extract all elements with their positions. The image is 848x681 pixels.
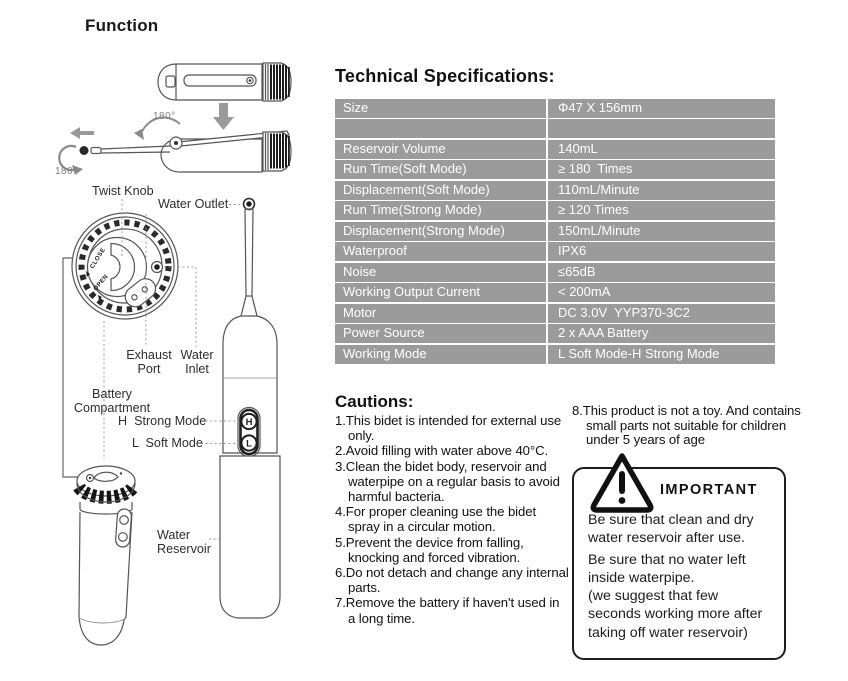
side-clip-shape bbox=[115, 509, 132, 548]
twist-knob-label: Twist Knob bbox=[92, 184, 154, 198]
left-arrow-icon bbox=[70, 127, 94, 139]
page-title: Function bbox=[85, 16, 159, 35]
l-button-label: L bbox=[246, 438, 252, 450]
caution-item: 1.This bidet is intended for external use only. bbox=[335, 413, 562, 444]
spec-value: DC 3.0V YYP370-3C2 bbox=[548, 304, 775, 323]
battery-compartment-label: Battery Compartment bbox=[73, 387, 151, 415]
important-text bbox=[588, 511, 774, 642]
water-inlet-label: Water Inlet bbox=[180, 348, 214, 376]
spec-value: 150mL/Minute bbox=[548, 222, 775, 241]
battery-device-illustration bbox=[77, 466, 135, 645]
spec-label: Run Time(Strong Mode) bbox=[335, 201, 546, 220]
spec-value: ≥ 180 Times bbox=[548, 160, 775, 179]
soft-mode-label: L Soft Mode bbox=[132, 436, 203, 450]
spec-label: Waterproof bbox=[335, 242, 546, 261]
spec-value: IPX6 bbox=[548, 242, 775, 261]
spec-value: L Soft Mode-H Strong Mode bbox=[548, 345, 775, 364]
folded-device-illustration bbox=[158, 63, 291, 101]
rotate-180-top-label: 180° bbox=[153, 111, 176, 122]
water-reservoir-label: Water Reservoir bbox=[157, 528, 211, 556]
caution-item: 8.This product is not a toy. And contains small parts not suitable for children under 5 years of age bbox=[572, 403, 801, 448]
spec-value: 140mL bbox=[548, 140, 775, 159]
dial-open-label: OPEN bbox=[92, 273, 110, 293]
device-diagram bbox=[0, 0, 330, 681]
unfolded-device-illustration bbox=[80, 131, 292, 172]
caution-item: 6.Do not detach and change any internal parts. bbox=[335, 565, 569, 596]
caution-item: 2.Avoid filling with water above 40°C. bbox=[335, 443, 549, 459]
twist-knob-top-view bbox=[72, 213, 178, 319]
spec-label: Working Output Current bbox=[335, 283, 546, 302]
caution-item: 5.Prevent the device from falling, knocking and forced vibration. bbox=[335, 534, 524, 565]
spec-label bbox=[335, 119, 546, 138]
spec-label: Run Time(Soft Mode) bbox=[335, 160, 546, 179]
exhaust-port-label: Exhaust Port bbox=[126, 348, 172, 376]
reservoir-shape bbox=[220, 456, 280, 618]
warning-triangle-icon bbox=[588, 450, 656, 514]
h-button-label: H bbox=[245, 417, 253, 428]
spec-label: Displacement(Strong Mode) bbox=[335, 222, 546, 241]
spec-value: Φ47 X 156mm bbox=[548, 99, 775, 118]
spec-value bbox=[548, 119, 775, 138]
down-arrow-icon bbox=[213, 103, 234, 130]
spec-value: ≤65dB bbox=[548, 263, 775, 282]
strong-mode-label: H Strong Mode bbox=[118, 414, 207, 428]
spec-value: 2 x AAA Battery bbox=[548, 324, 775, 343]
spec-label: Working Mode bbox=[335, 345, 546, 364]
spec-table bbox=[335, 99, 775, 364]
specs-title: Technical Specifications: bbox=[335, 66, 555, 86]
spec-value: < 200mA bbox=[548, 283, 775, 302]
dial-close-label: CLOSE bbox=[88, 246, 108, 271]
spec-label: Motor bbox=[335, 304, 546, 323]
spec-label: Size bbox=[335, 99, 546, 118]
mode-buttons bbox=[238, 408, 260, 457]
cautions-title: Cautions: bbox=[335, 392, 414, 411]
caution-item: 7.Remove the battery if haven't used in a long time. bbox=[335, 595, 560, 626]
spec-value: 110mL/Minute bbox=[548, 181, 775, 200]
water-outlet-label: Water Outlet bbox=[158, 197, 229, 211]
spec-label: Power Source bbox=[335, 324, 546, 343]
spec-label: Displacement(Soft Mode) bbox=[335, 181, 546, 200]
nozzle-tip-icon bbox=[80, 146, 89, 155]
spec-label: Noise bbox=[335, 263, 546, 282]
spec-label: Reservoir Volume bbox=[335, 140, 546, 159]
spec-value: ≥ 120 Times bbox=[548, 201, 775, 220]
important-paragraph: Be sure that no water left inside waterpipe. bbox=[588, 551, 746, 586]
rotate-180-bottom-label: 180° bbox=[55, 166, 78, 177]
important-paragraph: (we suggest that few seconds working more after taking off water reservoir) bbox=[588, 588, 763, 641]
caution-item: 3.Clean the bidet body, reservoir and waterpipe on a regular basis to avoid harmful bacteria. bbox=[335, 458, 560, 505]
important-title: IMPORTANT bbox=[660, 482, 758, 498]
important-paragraph: Be sure that clean and dry water reservoir after use. bbox=[588, 512, 754, 547]
cautions-list bbox=[335, 413, 569, 626]
caution-item: 4.For proper cleaning use the bidet spray in a circular motion. bbox=[335, 504, 537, 535]
